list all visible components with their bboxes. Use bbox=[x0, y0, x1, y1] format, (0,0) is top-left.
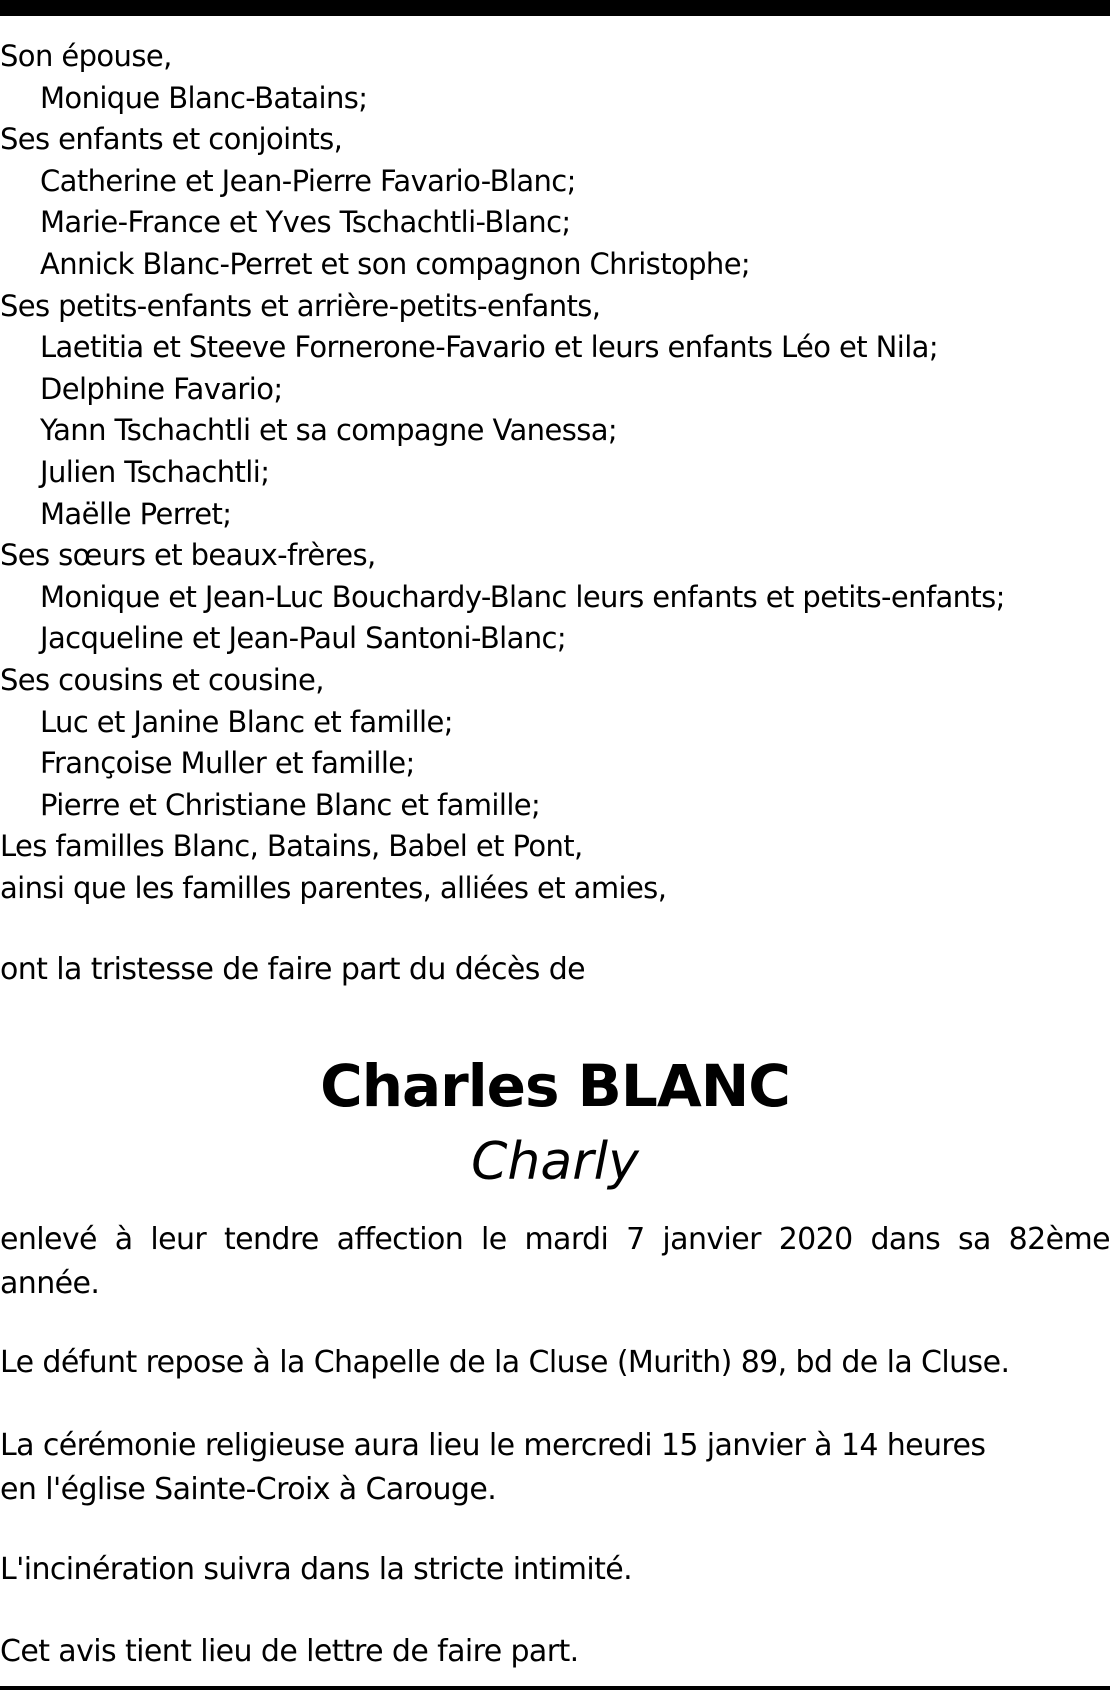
ceremony-line-1: La cérémonie religieuse aura lieu le mercredi 15 janvier à 14 heures bbox=[0, 1428, 986, 1463]
top-border-rule bbox=[0, 0, 1110, 16]
deceased-nickname: Charly bbox=[471, 1132, 639, 1192]
family-group-heading: Ses cousins et cousine, bbox=[0, 662, 324, 697]
family-member-line: Laetitia et Steeve Fornerone-Favario et leurs enfants Léo et Nila; bbox=[40, 330, 939, 365]
family-member-line: Luc et Janine Blanc et famille; bbox=[40, 704, 453, 739]
family-group-heading: Son épouse, bbox=[0, 39, 172, 73]
family-member-line: Yann Tschachtli et sa compagne Vanessa; bbox=[40, 413, 618, 448]
family-member-line: Maëlle Perret; bbox=[40, 496, 232, 531]
announcement-intro: ont la tristesse de faire part du décès de bbox=[0, 952, 586, 987]
family-member-line: Monique Blanc-Batains; bbox=[40, 80, 368, 115]
family-member-line: Monique et Jean-Luc Bouchardy-Blanc leurs enfants et petits-enfants; bbox=[40, 579, 1005, 614]
ceremony-line-2: en l'église Sainte-Croix à Carouge. bbox=[0, 1472, 497, 1507]
family-list bbox=[0, 36, 1110, 909]
family-group-heading: Les familles Blanc, Batains, Babel et Pont, bbox=[0, 829, 583, 864]
cremation-paragraph: L'incinération suivra dans la stricte intimité. bbox=[0, 1552, 633, 1587]
family-member-line: Pierre et Christiane Blanc et famille; bbox=[40, 787, 541, 822]
ceremony-paragraph bbox=[0, 1424, 1110, 1512]
family-member-line: Catherine et Jean-Pierre Favario-Blanc; bbox=[40, 163, 576, 198]
family-member-line: Marie-France et Yves Tschachtli-Blanc; bbox=[40, 205, 571, 240]
death-paragraph: enlevé à leur tendre affection le mardi 7 janvier 2020 dans sa 82ème année. bbox=[0, 1222, 1110, 1301]
family-member-line: Delphine Favario; bbox=[40, 371, 283, 406]
family-group-heading: Ses enfants et conjoints, bbox=[0, 122, 343, 157]
deceased-name: Charles BLANC bbox=[320, 1052, 790, 1120]
family-member-line: Jacqueline et Jean-Paul Santoni-Blanc; bbox=[40, 621, 567, 656]
family-group-heading: ainsi que les familles parentes, alliées et amies, bbox=[0, 870, 667, 905]
repose-paragraph: Le défunt repose à la Chapelle de la Cluse (Murith) 89, bd de la Cluse. bbox=[0, 1345, 1010, 1380]
family-member-line: Julien Tschachtli; bbox=[40, 454, 270, 489]
family-member-line: Annick Blanc-Perret et son compagnon Christophe; bbox=[40, 246, 751, 281]
family-group-heading: Ses petits-enfants et arrière-petits-enfants, bbox=[0, 288, 601, 323]
family-member-line: Françoise Muller et famille; bbox=[40, 746, 415, 781]
notice-paragraph: Cet avis tient lieu de lettre de faire part. bbox=[0, 1634, 579, 1669]
family-group-heading: Ses sœurs et beaux-frères, bbox=[0, 538, 376, 573]
bottom-border-rule bbox=[0, 1686, 1110, 1690]
